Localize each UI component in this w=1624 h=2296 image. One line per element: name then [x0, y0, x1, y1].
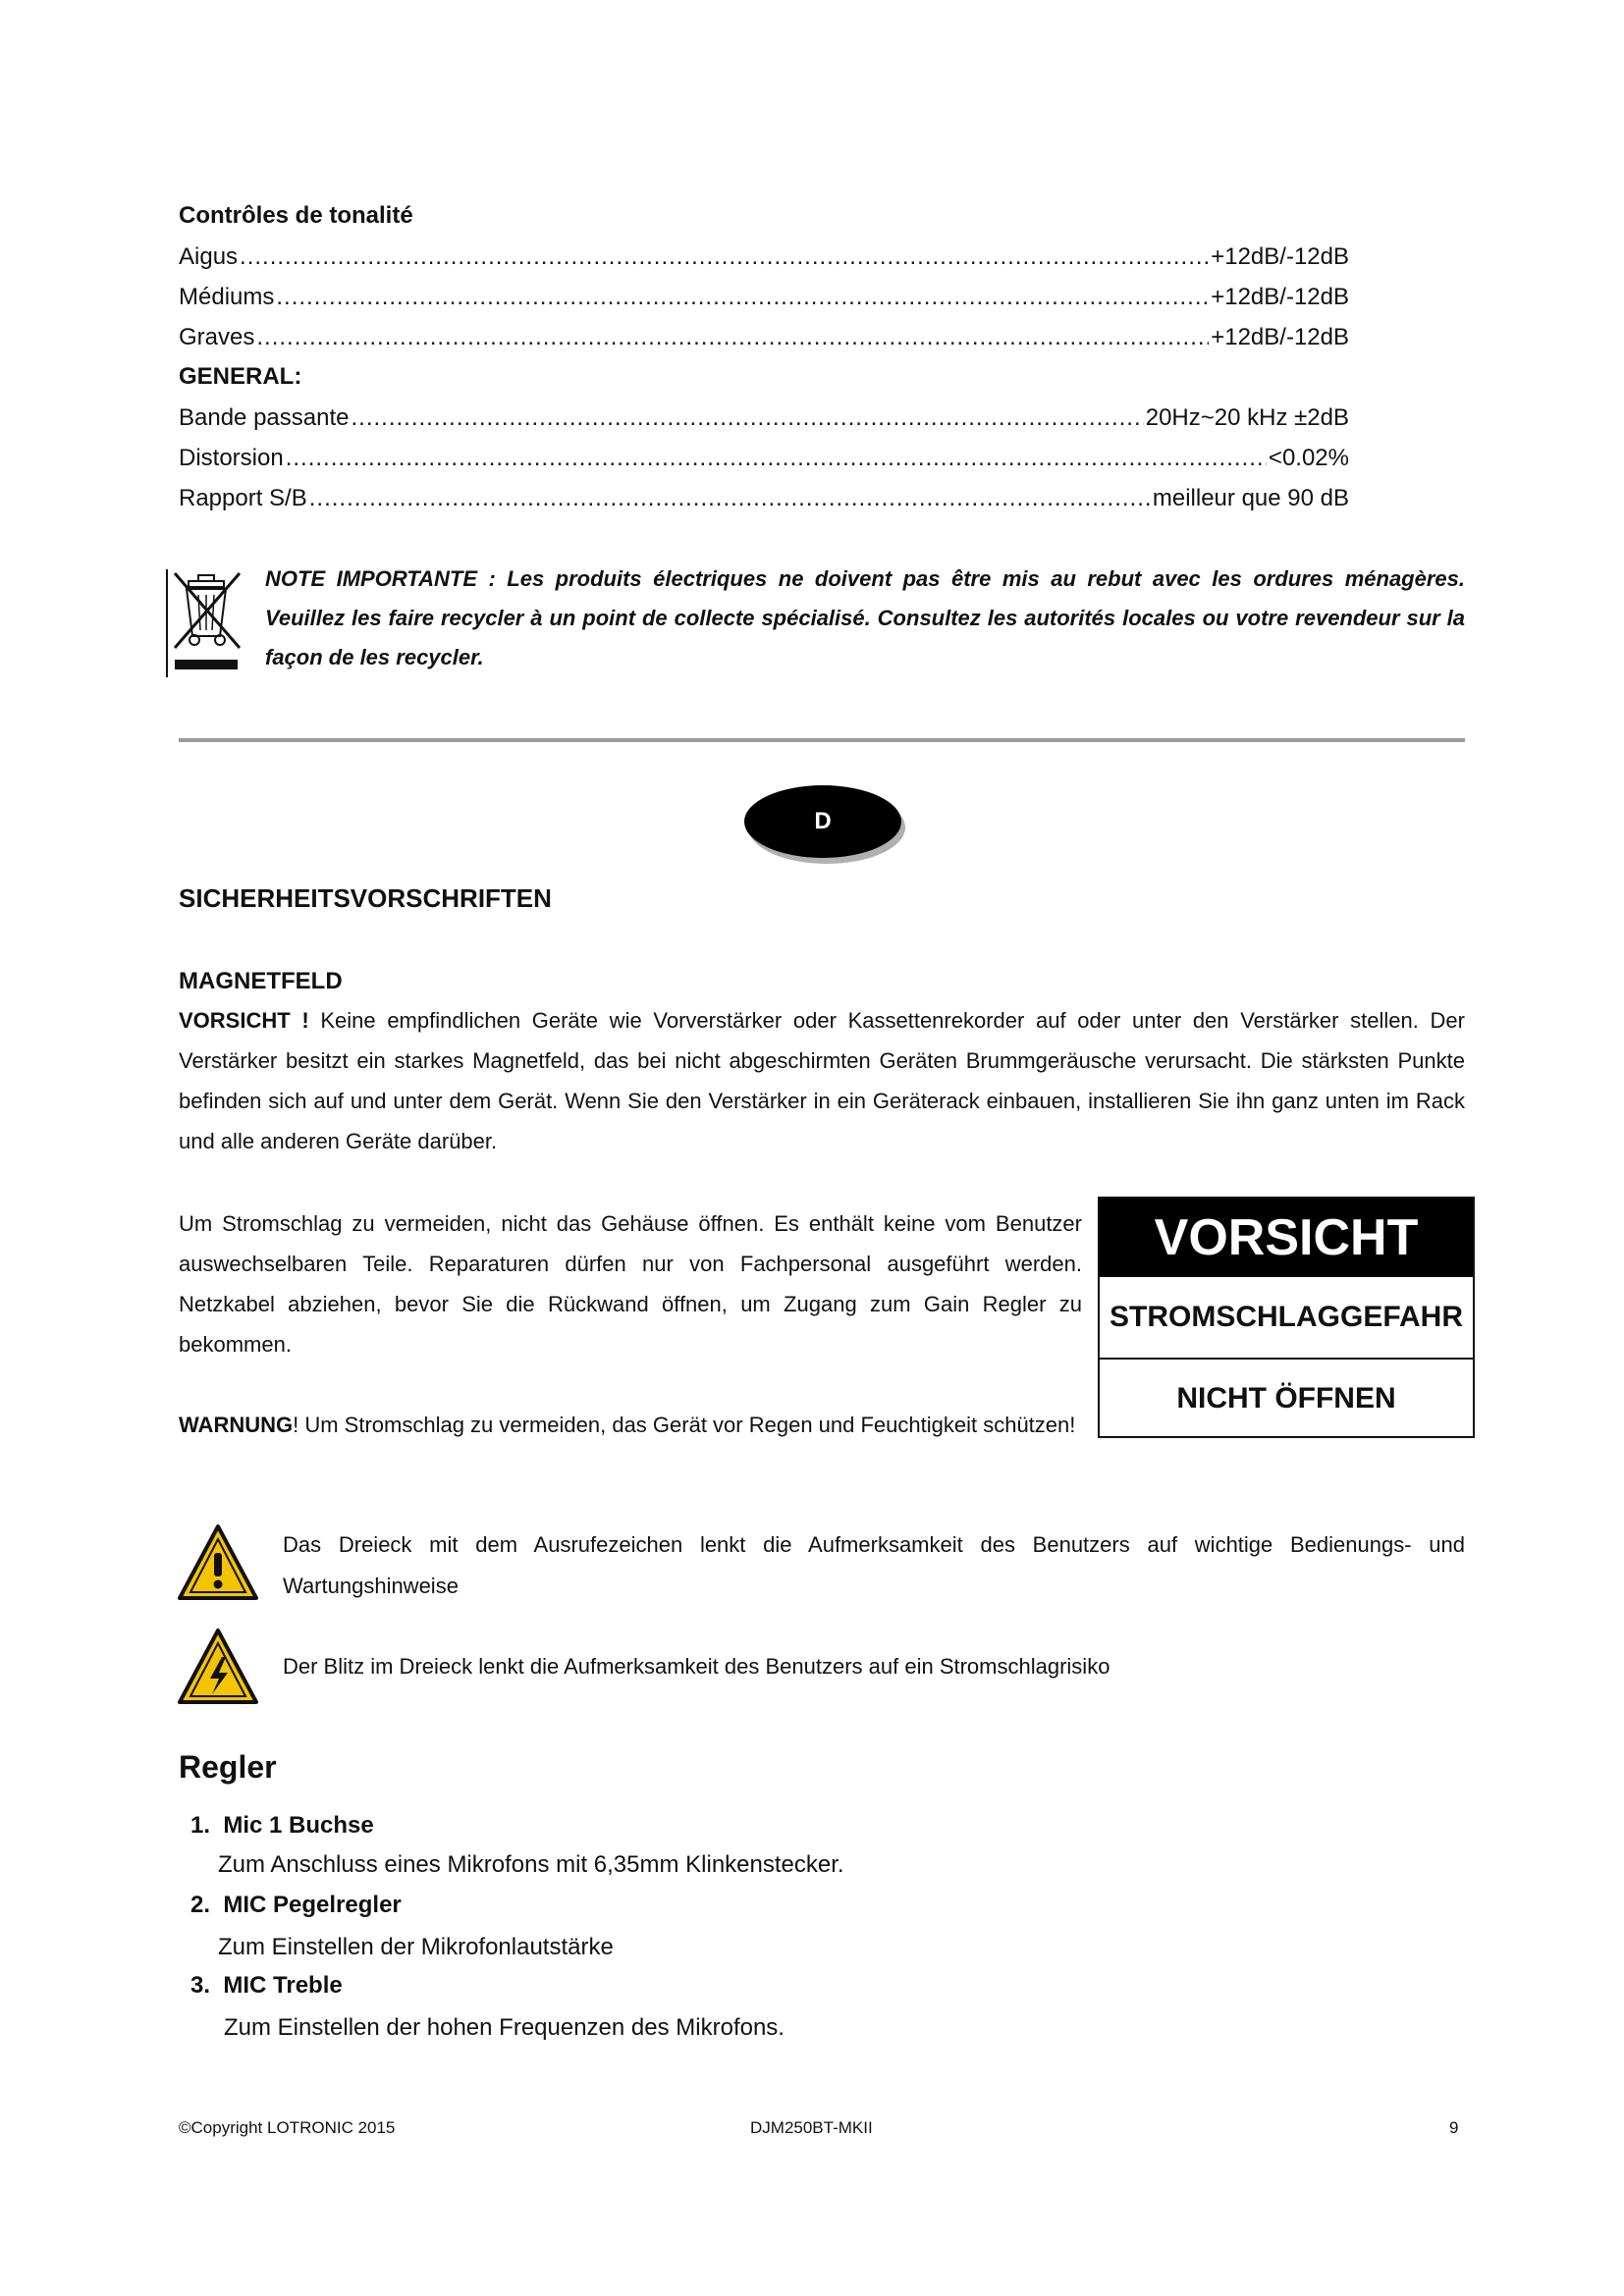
spec-value: +12dB/-12dB — [1211, 284, 1349, 310]
controls-title: Regler — [179, 1749, 277, 1785]
dot-leader — [286, 439, 1267, 478]
control-item-2 — [190, 1892, 402, 1919]
safety-title: SICHERHEITSVORSCHRIFTEN — [179, 883, 552, 913]
footer-model: DJM250BT-MKII — [750, 2118, 873, 2137]
spec-label: Distorsion — [179, 445, 284, 471]
tone-heading: Contrôles de tonalité — [179, 202, 413, 229]
dot-leader — [351, 399, 1143, 438]
lightning-description: Der Blitz im Dreieck lenkt die Aufmerksamkeit des Benutzers auf ein Stromschlagrisiko — [283, 1654, 1110, 1679]
caution-title: VORSICHT — [1100, 1199, 1473, 1277]
magnet-text: Keine empfindlichen Geräte wie Vorverstärker oder Kassettenrekorder auf oder unter den Verstärker stellen. Der Verstärker besitzt ein starkes Magnetfeld, das bei nicht abgeschirmten Geräten Brummgeräusche verursacht. Die stärksten Punkte befinden sich auf und unter dem Gerät. Wenn Sie den Verstärker in ein Geräterack einbauen, installieren Sie ihn ganz unten im Rack und alle anderen Geräte darüber. — [179, 1008, 1465, 1153]
shock-paragraph: Um Stromschlag zu vermeiden, nicht das Gehäuse öffnen. Es enthält keine vom Benutzer auswechselbaren Teile. Reparaturen dürfen nur von Fachpersonal ausgeführt werden. Netzkabel abziehen, bevor Sie die Rückwand öffnen, um Zugang zum Gain Regler zu bekommen. — [179, 1211, 1082, 1357]
language-badge: D — [744, 785, 901, 858]
dot-leader — [276, 278, 1209, 317]
item-number: 1. — [190, 1812, 211, 1839]
control-item-1-desc: Zum Anschluss eines Mikrofons mit 6,35mm Klinkenstecker. — [218, 1851, 844, 1878]
warning-prefix: WARNUNG — [179, 1413, 294, 1437]
do-not-open-label: NICHT ÖFFNEN — [1176, 1382, 1396, 1415]
spec-row-mediums — [179, 278, 1349, 317]
spec-value: +12dB/-12dB — [1211, 243, 1349, 270]
warning-paragraph — [179, 1405, 1082, 1445]
spec-label: Médiums — [179, 284, 275, 310]
item-title: Mic 1 Buchse — [223, 1812, 374, 1839]
exclamation-description: Das Dreieck mit dem Ausrufezeichen lenkt die Aufmerksamkeit des Benutzers auf wichtige Bedienungs- und Wartungshinweise — [283, 1532, 1465, 1598]
control-item-3-desc: Zum Einstellen der hohen Frequenzen des Mikrofons. — [224, 2014, 785, 2041]
spec-label: Rapport S/B — [179, 485, 307, 511]
spec-value: meilleur que 90 dB — [1152, 485, 1349, 511]
general-heading: GENERAL: — [179, 363, 302, 390]
magnet-paragraph — [179, 1000, 1465, 1161]
control-item-2-desc: Zum Einstellen der Mikrofonlautstärke — [218, 1934, 614, 1960]
control-item-3 — [190, 1972, 343, 2000]
item-title: MIC Treble — [223, 1972, 343, 1999]
spec-row-bande-passante — [179, 399, 1349, 438]
section-divider — [179, 738, 1465, 742]
control-item-1 — [190, 1812, 374, 1840]
weee-note: NOTE IMPORTANTE : Les produits électriques ne doivent pas être mis au rebut avec les ordures ménagères. Veuillez les faire recycler à un point de collecte spécialisé. Consultez les autorités locales ou votre revendeur sur la façon de les recycler. — [265, 566, 1465, 669]
spec-value: +12dB/-12dB — [1211, 324, 1349, 350]
dot-leader — [309, 479, 1151, 518]
footer-page-number: 9 — [1449, 2118, 1459, 2137]
spec-row-rapport-sb — [179, 479, 1349, 518]
spec-label: Graves — [179, 324, 255, 350]
spec-row-aigus — [179, 238, 1349, 277]
spec-value: <0.02% — [1268, 445, 1349, 471]
item-number: 3. — [190, 1972, 211, 1999]
item-number: 2. — [190, 1892, 211, 1918]
weee-bin-icon — [165, 567, 245, 677]
spec-row-distorsion — [179, 439, 1349, 478]
item-title: MIC Pegelregler — [223, 1892, 402, 1918]
warning-text: ! Um Stromschlag zu vermeiden, das Gerät vor Regen und Feuchtigkeit schützen! — [293, 1413, 1076, 1437]
exclamation-triangle-icon — [177, 1523, 259, 1602]
spec-row-graves — [179, 318, 1349, 357]
magnet-heading: MAGNETFELD — [179, 968, 343, 994]
magnet-prefix: VORSICHT ! — [179, 1008, 309, 1033]
caution-label-box — [1098, 1197, 1475, 1438]
footer-copyright: ©Copyright LOTRONIC 2015 — [179, 2118, 396, 2137]
dot-leader — [240, 238, 1209, 277]
lightning-triangle-icon — [177, 1628, 259, 1706]
shock-hazard-label: STROMSCHLAGGEFAHR — [1100, 1277, 1473, 1360]
spec-value: 20Hz~20 kHz ±2dB — [1145, 404, 1349, 431]
spec-label: Bande passante — [179, 404, 350, 431]
spec-label: Aigus — [179, 243, 239, 270]
dot-leader — [256, 318, 1209, 357]
